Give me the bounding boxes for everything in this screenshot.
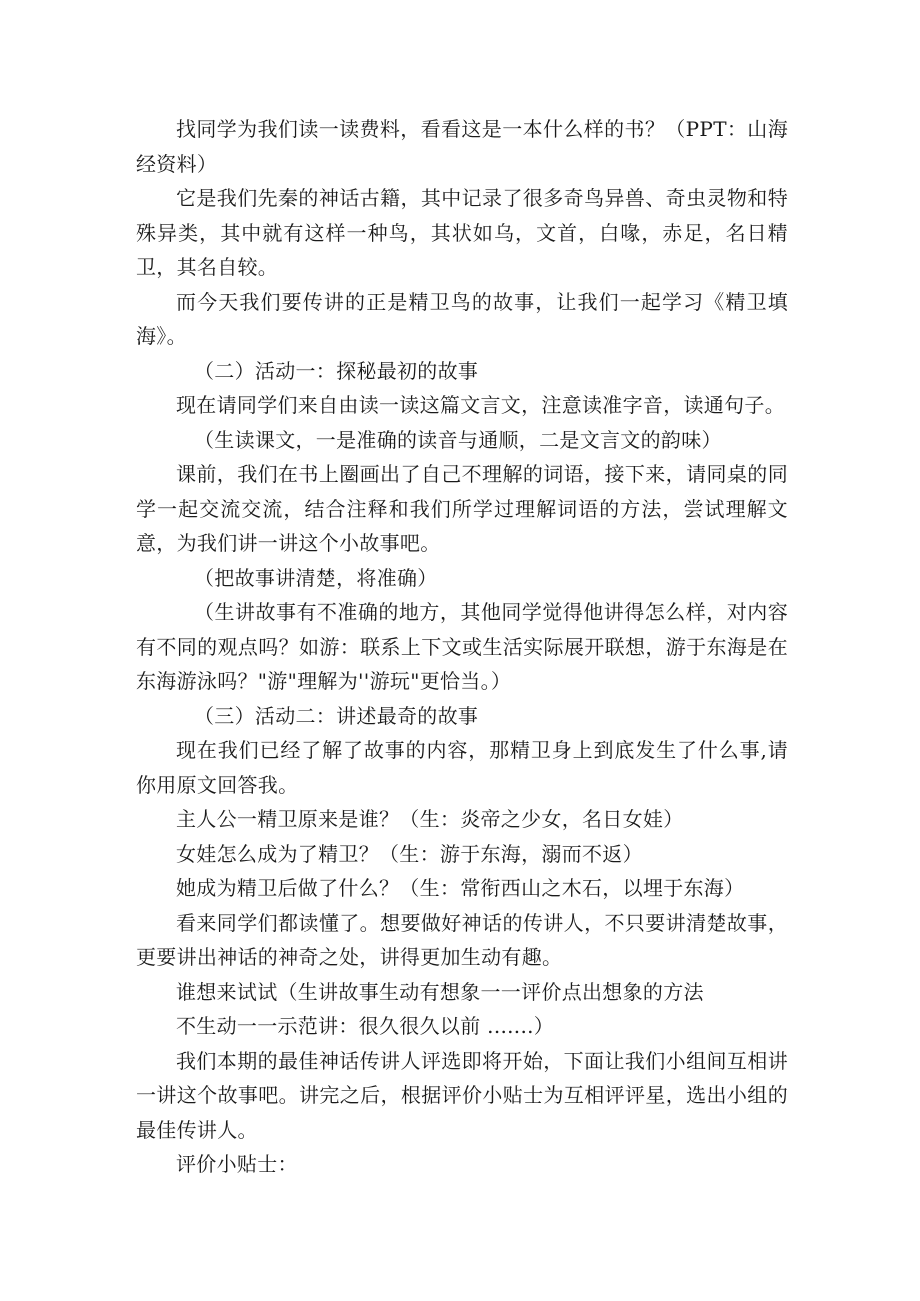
paragraph: 现在我们已经了解了故事的内容，那精卫身上到底发生了什么事,请你用原文回答我。 [136, 738, 788, 797]
section-heading: （二）活动一：探秘最初的故事 [194, 358, 479, 383]
paragraph: 而今天我们要传讲的正是精卫鸟的故事，让我们一起学习《精卫填海》。 [136, 289, 788, 348]
paragraph: 我们本期的最佳神话传讲人评选即将开始，下面让我们小组间互相讲一讲这个故事吧。讲完之后，根据评价小贴士为互相评评星，选出小组的最佳传讲人。 [136, 1048, 788, 1142]
section-heading: （三）活动二：讲述最奇的故事 [194, 703, 479, 728]
paragraph: （生讲故事有不准确的地方，其他同学觉得他讲得怎么样，对内容有不同的观点吗？如游：联系上下文或生活实际展开联想，游于东海是在东海游泳吗？"游"理解为''游玩"更恰当。） [136, 600, 788, 693]
paragraph: 它是我们先秦的神话古籍，其中记录了很多奇鸟异兽、奇虫灵物和特殊异类，其中就有这样一种鸟，其状如乌，文首，白喙，赤足，名日精卫，其名自较。 [136, 186, 788, 279]
paragraph: 评价小贴士： [176, 1152, 298, 1176]
paragraph: （把故事讲清楚，将准确） [194, 565, 438, 590]
paragraph: 现在请同学们来自由读一读这篇文言文，注意读准字音，读通句子。 [176, 393, 785, 417]
paragraph: （生读课文，一是准确的读音与通顺，二是文言文的韵味） [194, 427, 722, 452]
paragraph: 不生动一一示范讲：很久很久以前 .......） [176, 1014, 555, 1038]
paragraph: 主人公一精卫原来是谁？（生：炎帝之少女，名日女娃） [176, 807, 684, 831]
document-body [136, 112, 788, 1182]
paragraph: 女娃怎么成为了精卫？（生：游于东海，溺而不返） [176, 841, 643, 866]
paragraph: 她成为精卫后做了什么？（生：常衔西山之木石，以埋于东海） [176, 876, 745, 900]
paragraph: 找同学为我们读一读费料，看看这是一本什么样的书？（PPT：山海经资料） [136, 117, 788, 176]
paragraph: 谁想来试试（生讲故事生动有想象一一评价点出想象的方法 [176, 979, 704, 1004]
paragraph: 课前，我们在书上圈画出了自己不理解的词语，接下来，请同桌的同学一起交流交流，结合注释和我们所学过理解词语的方法，尝试理解文意，为我们讲一讲这个小故事吧。 [136, 462, 788, 555]
paragraph: 看来同学们都读懂了。想要做好神话的传讲人，不只要讲清楚故事，更要讲出神话的神奇之处，讲得更加生动有趣。 [136, 910, 788, 969]
